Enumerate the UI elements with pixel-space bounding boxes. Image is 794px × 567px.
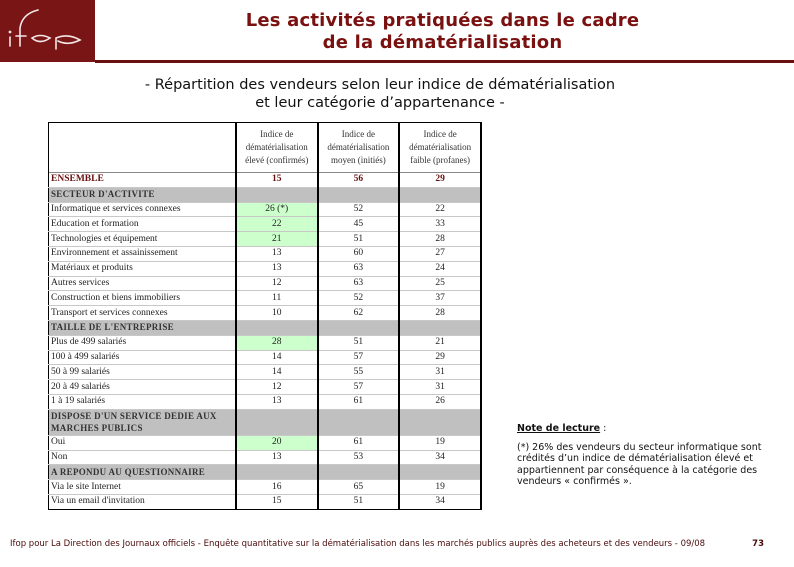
total-row <box>49 173 482 188</box>
note-heading <box>517 423 787 435</box>
cell-high: 20 <box>236 435 318 450</box>
cell-high: 11 <box>236 291 318 306</box>
cell-low: 34 <box>399 450 481 465</box>
section-cell <box>399 465 481 480</box>
header-cell-low: Indice de dématérialisation faible (profanes) <box>399 123 481 173</box>
row-label: ENSEMBLE <box>49 173 236 188</box>
table-row <box>49 480 482 495</box>
cell-high: 13 <box>236 246 318 261</box>
cell-medium: 55 <box>318 365 400 380</box>
cell-medium: 52 <box>318 291 400 306</box>
ifop-logo-icon <box>0 0 95 62</box>
row-label: Autres services <box>49 276 236 291</box>
cell-medium: 53 <box>318 450 400 465</box>
row-label: Transport et services connexes <box>49 306 236 321</box>
table-row <box>49 306 482 321</box>
section-cell <box>236 465 318 480</box>
cell-medium: 63 <box>318 261 400 276</box>
cell-medium: 51 <box>318 335 400 350</box>
table-row <box>49 450 482 465</box>
cell-low: 29 <box>399 350 481 365</box>
cell-high: 10 <box>236 306 318 321</box>
cell-high: 13 <box>236 261 318 276</box>
table-row <box>49 232 482 247</box>
cell-low: 28 <box>399 306 481 321</box>
row-label: Plus de 499 salariés <box>49 335 236 350</box>
section-header-row <box>49 465 482 480</box>
section-title: DISPOSE D'UN SERVICE DEDIE AUX MARCHES PUBLICS <box>49 409 236 435</box>
section-cell <box>318 320 400 335</box>
cell-low: 27 <box>399 246 481 261</box>
row-label: Via un email d'invitation <box>49 494 236 509</box>
cell-medium: 61 <box>318 394 400 409</box>
section-header-row <box>49 187 482 202</box>
results-table <box>48 122 482 510</box>
table-row <box>49 202 482 217</box>
cell-low: 19 <box>399 435 481 450</box>
section-cell <box>318 187 400 202</box>
cell-low: 37 <box>399 291 481 306</box>
cell-high: 15 <box>236 173 318 188</box>
section-cell <box>318 465 400 480</box>
table-row <box>49 365 482 380</box>
subtitle-line-2: et leur catégorie d’appartenance - <box>255 95 505 111</box>
cell-high: 14 <box>236 350 318 365</box>
row-label: 100 à 499 salariés <box>49 350 236 365</box>
section-title: A REPONDU AU QUESTIONNAIRE <box>49 465 236 480</box>
cell-low: 26 <box>399 394 481 409</box>
cell-medium: 60 <box>318 246 400 261</box>
cell-high: 16 <box>236 480 318 495</box>
row-label: Non <box>49 450 236 465</box>
subtitle-line-1: - Répartition des vendeurs selon leur indice de dématérialisation <box>144 77 616 93</box>
section-cell <box>236 320 318 335</box>
table-row <box>49 350 482 365</box>
ifop-logo <box>0 0 95 62</box>
title-divider <box>95 60 794 63</box>
cell-medium: 51 <box>318 232 400 247</box>
results-table-container <box>48 122 482 510</box>
header-cell-medium: Indice de dématérialisation moyen (initiés) <box>318 123 400 173</box>
cell-medium: 51 <box>318 494 400 509</box>
table-row <box>49 394 482 409</box>
cell-high: 21 <box>236 232 318 247</box>
cell-low: 24 <box>399 261 481 276</box>
cell-low: 28 <box>399 232 481 247</box>
note-title-suffix: : <box>600 423 607 434</box>
section-cell <box>236 409 318 435</box>
cell-medium: 63 <box>318 276 400 291</box>
section-header-row <box>49 409 482 435</box>
row-label: Oui <box>49 435 236 450</box>
row-label: Education et formation <box>49 217 236 232</box>
cell-low: 21 <box>399 335 481 350</box>
cell-low: 34 <box>399 494 481 509</box>
row-label: Environnement et assainissement <box>49 246 236 261</box>
section-title: TAILLE DE L'ENTREPRISE <box>49 320 236 335</box>
cell-medium: 45 <box>318 217 400 232</box>
cell-high: 28 <box>236 335 318 350</box>
cell-medium: 61 <box>318 435 400 450</box>
table-row <box>49 335 482 350</box>
row-label: 20 à 49 salariés <box>49 380 236 395</box>
cell-low: 29 <box>399 173 481 188</box>
section-header-row <box>49 320 482 335</box>
cell-high: 12 <box>236 276 318 291</box>
cell-high: 26 (*) <box>236 202 318 217</box>
row-label: 1 à 19 salariés <box>49 394 236 409</box>
page-title <box>95 10 790 54</box>
row-label: Technologies et équipement <box>49 232 236 247</box>
table-row <box>49 246 482 261</box>
row-label: Construction et biens immobiliers <box>49 291 236 306</box>
cell-low: 22 <box>399 202 481 217</box>
table-row <box>49 291 482 306</box>
cell-low: 33 <box>399 217 481 232</box>
row-label: Via le site Internet <box>49 480 236 495</box>
table-row <box>49 380 482 395</box>
cell-medium: 57 <box>318 350 400 365</box>
cell-high: 15 <box>236 494 318 509</box>
table-row <box>49 435 482 450</box>
table-header-row <box>49 123 482 173</box>
row-label: Matériaux et produits <box>49 261 236 276</box>
note-body: (*) 26% des vendeurs du secteur informatique sont crédités d’un indice de dématérialisation élevé et appartiennent par conséquence à la catégorie des vendeurs « confirmés ». <box>517 441 762 487</box>
section-cell <box>318 409 400 435</box>
table-row <box>49 276 482 291</box>
subtitle <box>60 76 700 112</box>
cell-low: 25 <box>399 276 481 291</box>
cell-medium: 65 <box>318 480 400 495</box>
table-row <box>49 217 482 232</box>
cell-low: 31 <box>399 365 481 380</box>
section-cell <box>236 187 318 202</box>
cell-medium: 62 <box>318 306 400 321</box>
cell-low: 31 <box>399 380 481 395</box>
title-line-2: de la dématérialisation <box>322 32 563 53</box>
cell-medium: 57 <box>318 380 400 395</box>
reading-note <box>517 423 787 488</box>
cell-medium: 52 <box>318 202 400 217</box>
page-number: 73 <box>752 539 764 549</box>
cell-high: 13 <box>236 394 318 409</box>
table-row <box>49 261 482 276</box>
header-cell-high: Indice de dématérialisation élevé (confirmés) <box>236 123 318 173</box>
header-cell-empty <box>49 123 236 173</box>
section-cell <box>399 187 481 202</box>
footer-text: Ifop pour La Direction des Journaux officiels - Enquête quantitative sur la dématérialisation dans les marchés publics auprès des acheteurs et des vendeurs - 09/08 <box>10 539 706 549</box>
section-cell <box>399 320 481 335</box>
section-title: SECTEUR D'ACTIVITE <box>49 187 236 202</box>
row-label: Informatique et services connexes <box>49 202 236 217</box>
cell-high: 14 <box>236 365 318 380</box>
cell-medium: 56 <box>318 173 400 188</box>
table-row <box>49 494 482 509</box>
footer <box>10 539 784 549</box>
note-title: Note de lecture <box>517 423 601 434</box>
title-line-1: Les activités pratiquées dans le cadre <box>245 10 640 31</box>
cell-high: 13 <box>236 450 318 465</box>
cell-low: 19 <box>399 480 481 495</box>
row-label: 50 à 99 salariés <box>49 365 236 380</box>
cell-high: 12 <box>236 380 318 395</box>
cell-high: 22 <box>236 217 318 232</box>
section-cell <box>399 409 481 435</box>
